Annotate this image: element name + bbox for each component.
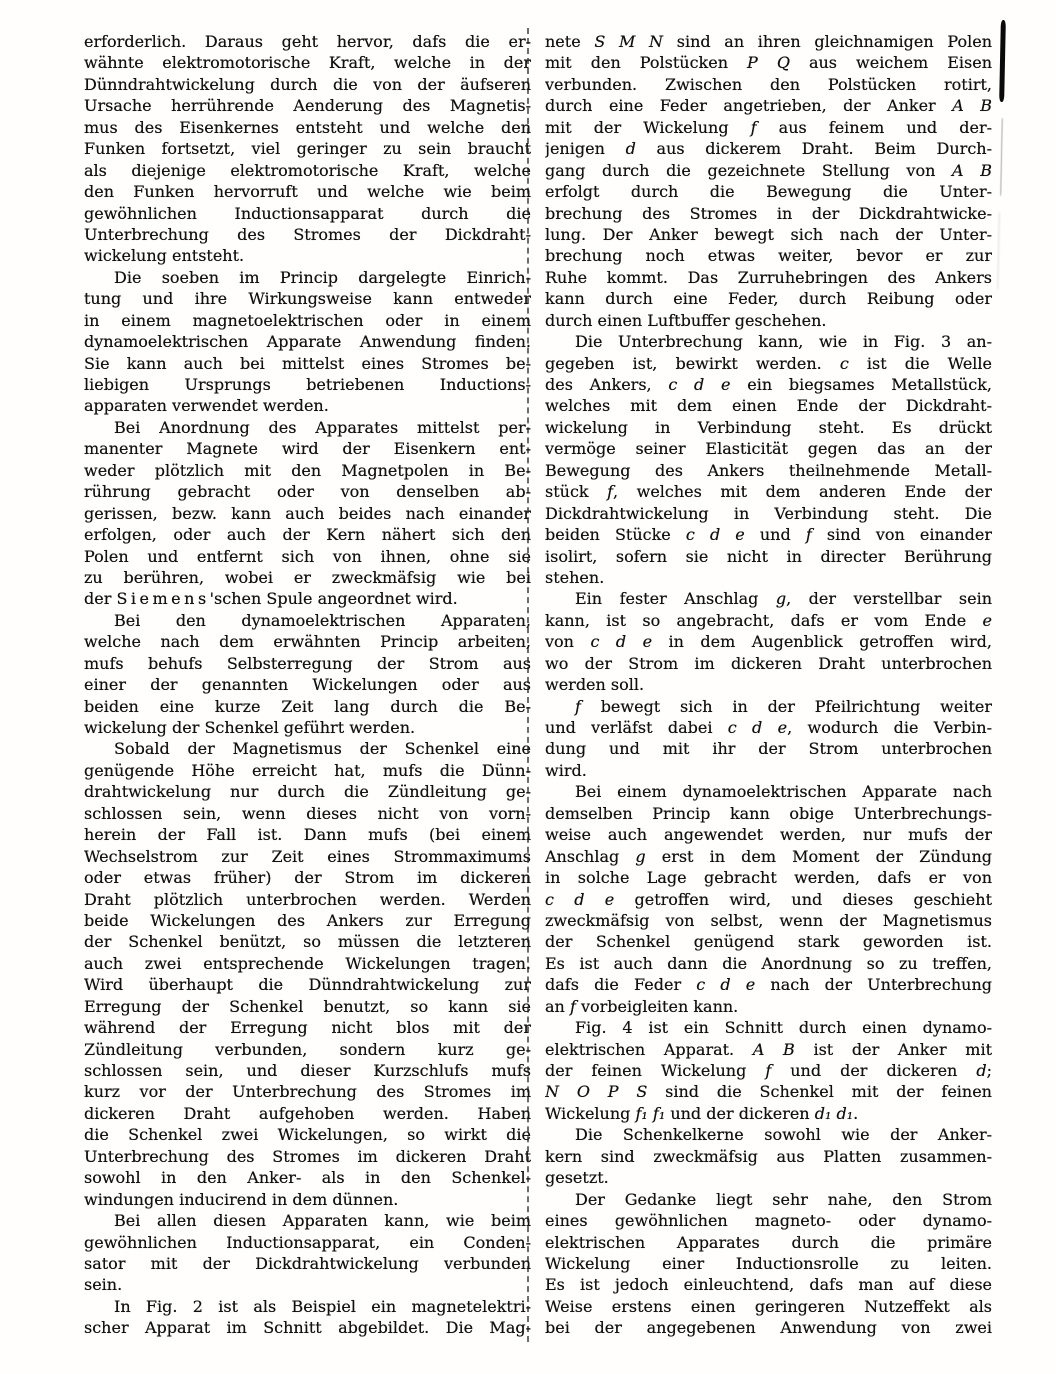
text-line: gewöhnlichen Inductionsapparat durch die <box>84 203 531 223</box>
paragraph <box>545 781 992 1017</box>
paragraph <box>545 1189 992 1339</box>
text-line: mufs behufs Selbsterregung der Strom aus <box>84 653 531 673</box>
text-line: durch eine Feder angetrieben, der Anker A B <box>545 96 992 116</box>
text-line: kann durch eine Feder, durch Reibung oder <box>545 289 992 309</box>
text-line: elektrischen Apparates durch die primäre <box>545 1232 992 1252</box>
text-line: kern sind zweckmäfsig aus Platten zusammen- <box>545 1146 992 1166</box>
text-line: werden soll. <box>545 675 645 695</box>
text-line: apparaten verwendet werden. <box>84 396 329 416</box>
text-line: Bei einem dynamoelektrischen Apparate nach <box>575 782 992 802</box>
text-line: Dünndrahtwickelung durch die von der äufseren <box>84 74 531 94</box>
paragraph <box>84 738 531 1210</box>
text-line: Der Gedanke liegt sehr nahe, den Strom <box>575 1189 992 1209</box>
text-line: Bewegung des Ankers theilnehmende Metall- <box>545 460 992 480</box>
text-line: drahtwickelung nur durch die Zündleitung ge- <box>84 782 531 802</box>
column-divider-rule <box>527 28 529 1342</box>
text-line: wähnte elektromotorische Kraft, welche in der <box>84 53 531 73</box>
text-line: des Ankers, c d e ein biegsames Metallstück, <box>545 375 992 394</box>
text-line: der Schenkel benützt, so müssen die letzteren <box>84 932 531 952</box>
text-line: einer der genannten Wickelungen oder aus <box>84 675 531 695</box>
text-line: Ruhe kommt. Das Zurruhebringen des Ankers <box>545 267 992 287</box>
text-line: demselben Princip kann obige Unterbrechungs- <box>545 803 992 823</box>
text-line: genügende Höhe erreicht hat, mufs die Dünn- <box>84 760 531 780</box>
text-line: Unterbrechung des Stromes der Dickdraht- <box>84 224 531 244</box>
text-line: sator mit der Dickdrahtwickelung verbunden <box>84 1253 531 1273</box>
text-line: in einem magnetoelektrischen oder in einem <box>84 310 531 330</box>
paragraph <box>545 331 992 588</box>
text-line: Wird überhaupt die Dünndrahtwickelung zur <box>84 975 531 995</box>
text-line: c d e getroffen wird, und dieses geschieht <box>545 889 992 909</box>
text-line: beiden Stücke c d e und f sind von einander <box>545 525 992 545</box>
text-line: weise auch angewendet werden, nur mufs der <box>545 825 992 845</box>
text-line: beide Wickelungen des Ankers zur Erregung <box>84 910 531 930</box>
text-line: oder etwas früher) der Strom im dickeren <box>84 868 531 888</box>
text-line: mit den Polstücken P Q aus weichem Eisen <box>545 53 992 73</box>
ink-streak-artifact <box>999 20 1006 102</box>
text-line: der Siemens'schen Spule angeordnet wird. <box>84 589 458 609</box>
text-line: an f vorbeigleiten kann. <box>545 996 739 1016</box>
text-line: von c d e in dem Augenblick getroffen wird, <box>545 632 992 652</box>
text-line: Es ist auch dann die Anordnung so zu treffen, <box>545 953 992 973</box>
text-line: Fig. 4 ist ein Schnitt durch einen dynamo- <box>575 1018 992 1038</box>
text-line: wickelung in Verbindung steht. Es drückt <box>545 417 992 437</box>
text-line: verbunden. Zwischen den Polstücken rotirt, <box>545 74 992 94</box>
text-line: Sie kann auch bei mittelst eines Stromes be- <box>84 353 531 373</box>
text-line: In Fig. 2 ist als Beispiel ein magnetelektri- <box>114 1296 531 1316</box>
text-line: erfolgt durch die Bewegung die Unter- <box>545 182 992 202</box>
text-line: Sobald der Magnetismus der Schenkel eine <box>114 739 531 759</box>
text-line: mus des Eisenkernes entsteht und welche den <box>84 117 531 137</box>
text-column-right <box>545 31 992 1339</box>
text-line: Zündleitung verbunden, sondern kurz ge- <box>84 1039 531 1059</box>
text-line: bei der angegebenen Anwendung von zwei <box>545 1318 992 1338</box>
text-line: Dickdrahtwickelung in Verbindung steht. Die <box>545 503 992 523</box>
text-line: kurz vor der Unterbrechung des Stromes im <box>84 1082 531 1102</box>
text-line: gewöhnlichen Inductionsapparat, ein Conden- <box>84 1232 531 1252</box>
text-line: gang durch die gezeichnete Stellung von A B <box>545 160 992 180</box>
text-line: Bei Anordnung des Apparates mittelst per- <box>114 417 531 437</box>
text-line: Ursache herrührende Aenderung des Magnetis- <box>84 96 531 116</box>
text-line: Wickelung f₁ f₁ und der dickeren d₁ d₁. <box>545 1103 859 1123</box>
paragraph <box>84 610 531 739</box>
text-line: der Schenkel genügend stark geworden ist. <box>545 932 992 952</box>
text-line: kann, ist so angebracht, dafs er vom Ende e <box>545 610 992 630</box>
paragraph <box>545 31 992 331</box>
text-line: Draht plötzlich unterbrochen werden. Werden <box>84 889 531 909</box>
text-line: mit der Wickelung f aus feinem und der- <box>545 117 992 137</box>
text-line: durch einen Luftbuffer geschehen. <box>545 310 827 330</box>
text-line: Bei allen diesen Apparaten kann, wie beim <box>114 1211 531 1231</box>
text-line: zu berühren, wobei er zweckmäfsig wie bei <box>84 567 531 587</box>
text-line: Weise erstens einen geringeren Nutzeffekt als <box>545 1296 992 1316</box>
paragraph <box>84 267 531 417</box>
text-line: dafs die Feder c d e nach der Unterbrechung <box>545 975 992 995</box>
text-line: den Funken hervorruft und welche wie beim <box>84 182 531 202</box>
paragraph <box>545 588 992 695</box>
text-line: gegeben ist, bewirkt werden. c ist die Welle <box>545 353 992 373</box>
text-line: Funken fortsetzt, viel geringer zu sein braucht <box>84 139 531 159</box>
text-line: in solche Lage gebracht werden, dafs er von <box>545 868 992 888</box>
paragraph <box>545 696 992 782</box>
text-line: Ein fester Anschlag g, der verstellbar sein <box>575 589 992 609</box>
text-line: dynamoelektrischen Apparate Anwendung finden. <box>84 332 531 352</box>
text-line: tung und ihre Wirkungsweise kann entweder <box>84 289 531 309</box>
text-line: wird. <box>545 760 587 780</box>
text-line: Unterbrechung des Stromes im dickeren Draht <box>84 1146 531 1166</box>
text-line: Die Unterbrechung kann, wie in Fig. 3 an- <box>575 332 992 352</box>
text-line: brechung des Stromes in der Dickdrahtwicke- <box>545 203 992 223</box>
text-line: Bei den dynamoelektrischen Apparaten, <box>114 610 531 630</box>
text-line: Anschlag g erst in dem Moment der Zündung <box>545 846 992 866</box>
text-line: manenter Magnete wird der Eisenkern ent- <box>84 439 531 459</box>
text-line: zweckmäfsig von selbst, wenn der Magnetismus <box>545 910 992 930</box>
text-line: sein. <box>84 1275 123 1295</box>
text-line: nete S M N sind an ihren gleichnamigen Polen <box>545 32 992 51</box>
text-line: auch zwei entsprechende Wickelungen tragen. <box>84 953 531 973</box>
text-line: Die Schenkelkerne sowohl wie der Anker- <box>575 1125 992 1145</box>
text-line: scher Apparat im Schnitt abgebildet. Die Mag- <box>84 1318 531 1338</box>
text-line: eines gewöhnlichen magneto- oder dynamo- <box>545 1211 992 1231</box>
text-line: als diejenige elektromotorische Kraft, welche <box>84 160 531 180</box>
paragraph <box>84 1296 531 1339</box>
text-line: windungen inducirend in dem dünnen. <box>84 1189 399 1209</box>
text-line: und verläfst dabei c d e, wodurch die Verbin- <box>545 718 992 737</box>
text-line: welche nach dem erwähnten Princip arbeiten, <box>84 632 531 652</box>
text-line: weder plötzlich mit den Magnetpolen in Be- <box>84 460 531 480</box>
text-line: Es ist jedoch einleuchtend, dafs man auf diese <box>545 1275 992 1295</box>
text-line: Polen und entfernt sich von ihnen, ohne sie <box>84 546 531 566</box>
text-line: welches mit dem einen Ende der Dickdraht- <box>545 396 992 416</box>
text-line: elektrischen Apparat. A B ist der Anker mit <box>545 1039 992 1059</box>
text-line: während der Erregung nicht blos mit der <box>84 1018 531 1038</box>
text-line: wickelung entsteht. <box>84 246 245 266</box>
text-line: gesetzt. <box>545 1168 609 1188</box>
paragraph <box>84 31 531 267</box>
text-line: stehen. <box>545 567 605 587</box>
text-line: liebigen Ursprungs betriebenen Inductions- <box>84 375 531 394</box>
text-line: vermöge seiner Elasticität gegen das an der <box>545 439 992 459</box>
text-line: Wickelung einer Inductionsrolle zu leiten. <box>545 1253 992 1273</box>
text-line: sowohl in den Anker- als in den Schenkel- <box>84 1168 531 1188</box>
text-line: f bewegt sich in der Pfeilrichtung weiter <box>575 696 992 716</box>
text-line: gerissen, bezw. kann auch beides nach einander <box>84 503 531 523</box>
text-line: N O P S sind die Schenkel mit der feinen <box>545 1082 992 1102</box>
text-line: Erregung der Schenkel benutzt, so kann sie <box>84 996 531 1016</box>
text-line: wickelung der Schenkel geführt werden. <box>84 718 416 737</box>
text-line: der feinen Wickelung f und der dickeren d; <box>545 1061 992 1080</box>
text-line: herein der Fall ist. Dann mufs (bei einem <box>84 825 531 845</box>
paragraph <box>84 417 531 610</box>
text-line: rührung gebracht oder von denselben ab- <box>84 482 531 502</box>
text-line: erforderlich. Daraus geht hervor, dafs die er- <box>84 32 531 51</box>
text-line: Die soeben im Princip dargelegte Einrich- <box>114 267 531 287</box>
text-line: dung und mit ihr der Strom unterbrochen <box>545 739 992 759</box>
text-line: schlossen sein, und dieser Kurzschlufs mufs <box>84 1061 531 1080</box>
text-line: isolirt, sofern sie nicht in directer Berührung <box>545 546 992 566</box>
text-line: die Schenkel zwei Wickelungen, so wirkt die <box>84 1125 531 1145</box>
text-line: jenigen d aus dickerem Draht. Beim Durch- <box>545 139 992 159</box>
text-line: brechung noch etwas weiter, bevor er zur <box>545 246 992 266</box>
paragraph <box>545 1017 992 1124</box>
paragraph <box>545 1124 992 1188</box>
text-line: beiden eine kurze Zeit lang durch die Be- <box>84 696 531 716</box>
paragraph <box>84 1210 531 1296</box>
text-line: lung. Der Anker bewegt sich nach der Unter- <box>545 224 992 244</box>
text-line: schlossen sein, wenn dieses nicht von vorn- <box>84 803 531 823</box>
text-line: Wechselstrom zur Zeit eines Strommaximums <box>84 846 531 866</box>
text-line: dickeren Draht aufgehoben werden. Haben <box>84 1103 531 1123</box>
text-line: stück f, welches mit dem anderen Ende der <box>545 482 992 502</box>
text-line: wo der Strom im dickeren Draht unterbrochen <box>545 653 992 673</box>
text-column-left <box>84 31 531 1339</box>
text-line: erfolgen, oder auch der Kern nähert sich den <box>84 525 531 545</box>
